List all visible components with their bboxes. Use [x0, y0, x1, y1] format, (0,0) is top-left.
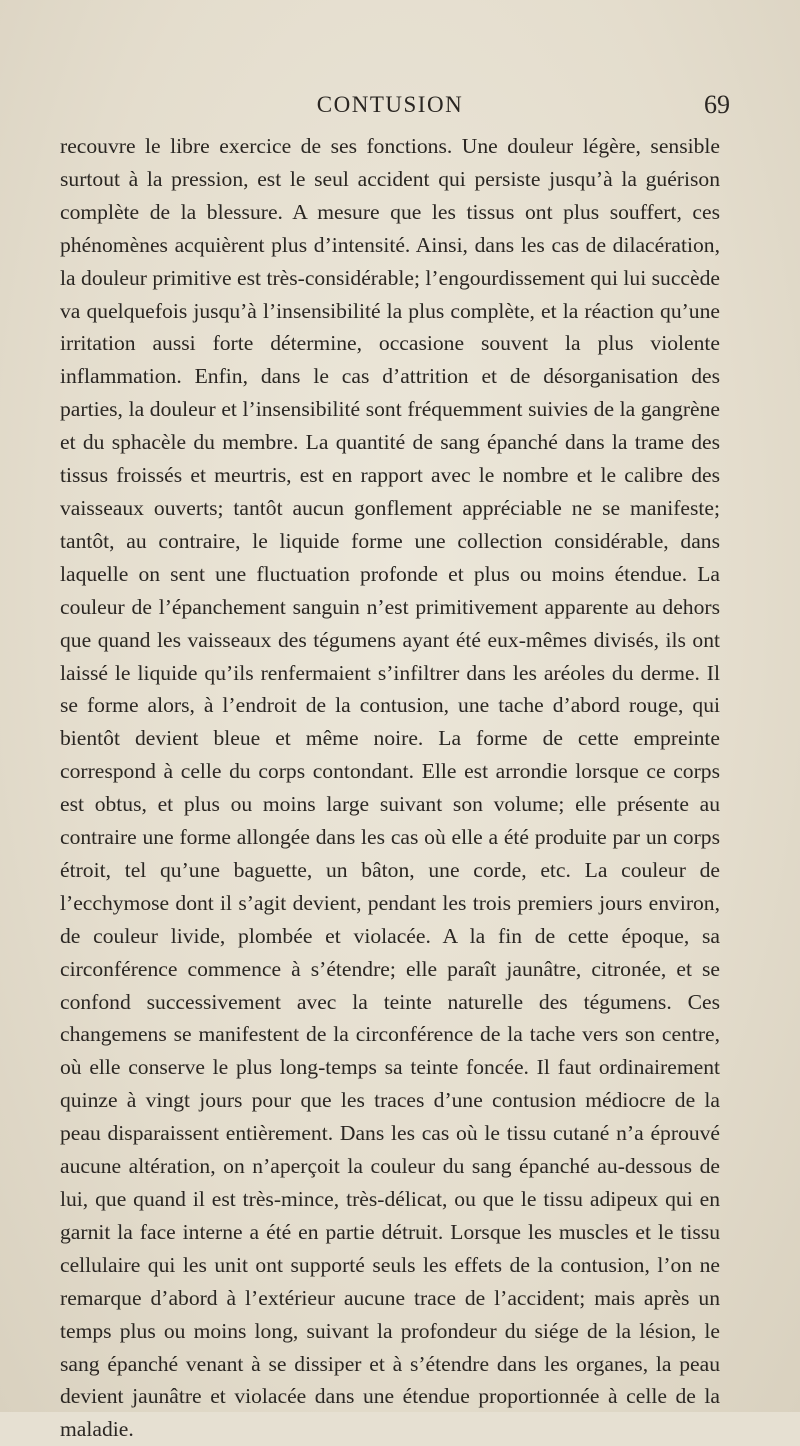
page-header — [60, 90, 730, 126]
page-number: 69 — [704, 90, 730, 119]
body-paragraph: recouvre le libre exercice de ses fonctions. Une douleur légère, sensible surtout à la pression, est le seul accident qui persiste jusqu’à la guérison complète de la blessure. A mesure que les tissus ont plus souffert, ces phénomènes acquièrent plus d’intensité. Ainsi, dans les cas de dilacération, la douleur primitive est très-considérable; l’engourdissement qui lui succède va quelquefois jusqu’à l’insensibilité la plus complète, et la réaction qu’une irritation aussi forte détermine, occasione souvent la plus violente inflammation. Enfin, dans le cas d’attrition et de désorganisation des parties, la douleur et l’insensibilité sont fréquemment suivies de la gangrène et du sphacèle du membre. La quantité de sang épanché dans la trame des tissus froissés et meurtris, est en rapport avec le nombre et le calibre des vaisseaux ouverts; tantôt aucun gonflement appréciable ne se manifeste; tantôt, au contraire, le liquide forme une collection considérable, dans laquelle on sent une fluctuation profonde et plus ou moins étendue. La couleur de l’épanchement sanguin n’est primitivement apparente au dehors que quand les vaisseaux des tégumens ayant été eux-mêmes divisés, ils ont laissé le liquide qu’ils renfermaient s’infiltrer dans les aréoles du derme. Il se forme alors, à l’endroit de la contusion, une tache d’abord rouge, qui bientôt devient bleue et même noire. La forme de cette empreinte correspond à celle du corps contondant. Elle est arrondie lorsque ce corps est obtus, et plus ou moins large suivant son volume; elle présente au contraire une forme allongée dans les cas où elle a été produite par un corps étroit, tel qu’une baguette, un bâton, une corde, etc. La couleur de l’ecchymose dont il s’agit devient, pendant les trois premiers jours environ, de couleur livide, plombée et violacée. A la fin de cette époque, sa circonférence commence à s’étendre; elle paraît jaunâtre, citronée, et se confond successivement avec la teinte naturelle des tégumens. Ces changemens se manifestent de la circonférence de la tache vers son centre, où elle conserve le plus long-temps sa teinte foncée. Il faut ordinairement quinze à vingt jours pour que les traces d’une contusion médiocre de la peau disparaissent entièrement. Dans les cas où le tissu cutané n’a éprouvé aucune altération, on n’aperçoit la couleur du sang épanché au-dessous de lui, que quand il est très-mince, très-délicat, ou que le tissu adipeux qui en garnit la face interne a été en partie détruit. Lorsque les muscles et le tissu cellulaire qui les unit ont supporté seuls les effets de la contusion, l’on ne remarque d’abord à l’extérieur aucune trace de l’accident; mais après un temps plus ou moins long, suivant la profondeur du siége de la lésion, le sang épanché venant à se dissiper et à s’étendre dans les organes, la peau devient jaunâtre et violacée dans une étendue proportionnée à celle de la maladie. — [60, 134, 720, 1442]
running-title: CONTUSION — [316, 92, 464, 117]
